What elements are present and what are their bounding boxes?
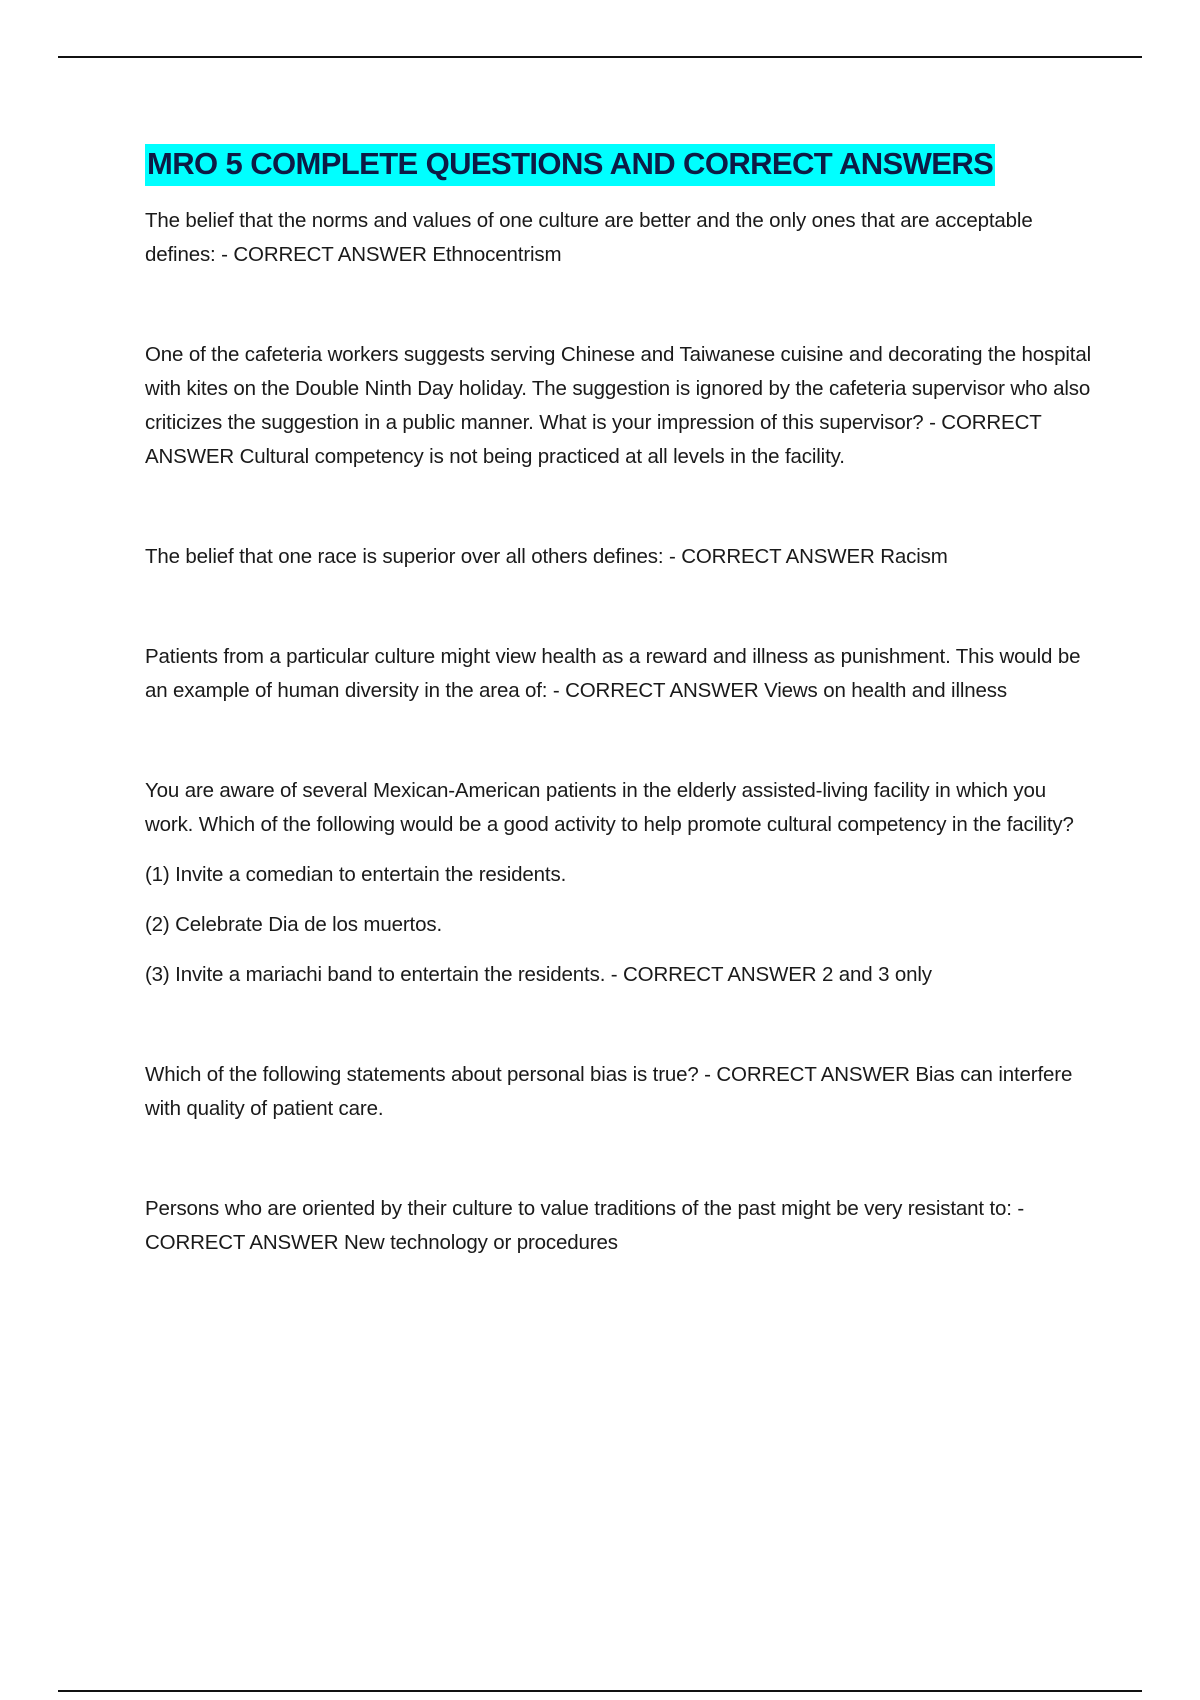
qa-item-traditions [145, 1192, 1095, 1260]
qa-item-health-illness [145, 640, 1095, 708]
qa-item-racism [145, 540, 1095, 574]
qa-item-cafeteria-supervisor [145, 338, 1095, 474]
qa-text: The belief that the norms and values of one culture are better and the only ones that are acceptable defines: - CORRECT ANSWER Ethnocentrism [145, 209, 1033, 266]
footer-rule [58, 1690, 1142, 1692]
qa-item-personal-bias [145, 1058, 1095, 1126]
qa-option-2: (2) Celebrate Dia de los muertos. [145, 913, 442, 936]
document-body [145, 144, 1095, 1326]
qa-text: One of the cafeteria workers suggests serving Chinese and Taiwanese cuisine and decorating the hospital with kites on the Double Ninth Day holiday. The suggestion is ignored by the cafeteria supervisor who also criticizes the suggestion in a public manner. What is your impression of this supervisor? - CORRECT ANSWER Cultural competency is not being practiced at all levels in the facility. [145, 343, 1091, 468]
qa-text: You are aware of several Mexican-American patients in the elderly assisted-living facility in which you work. Which of the following would be a good activity to help promote cultural competency in the facility? [145, 779, 1074, 836]
header-rule [58, 56, 1142, 58]
qa-text: Patients from a particular culture might view health as a reward and illness as punishment. This would be an example of human diversity in the area of: - CORRECT ANSWER Views on health and illness [145, 645, 1081, 702]
qa-text: Which of the following statements about personal bias is true? - CORRECT ANSWER Bias can interfere with quality of patient care. [145, 1063, 1073, 1120]
qa-option-1: (1) Invite a comedian to entertain the residents. [145, 863, 567, 886]
qa-item-mexican-american [145, 774, 1095, 992]
qa-option-3: (3) Invite a mariachi band to entertain the residents. - CORRECT ANSWER 2 and 3 only [145, 963, 932, 986]
document-title: MRO 5 COMPLETE QUESTIONS AND CORRECT ANSWERS [145, 144, 995, 186]
qa-text: The belief that one race is superior over all others defines: - CORRECT ANSWER Racism [145, 545, 948, 568]
qa-text: Persons who are oriented by their culture to value traditions of the past might be very resistant to: - CORRECT ANSWER New technology or procedures [145, 1197, 1025, 1254]
qa-item-ethnocentrism [145, 204, 1095, 272]
